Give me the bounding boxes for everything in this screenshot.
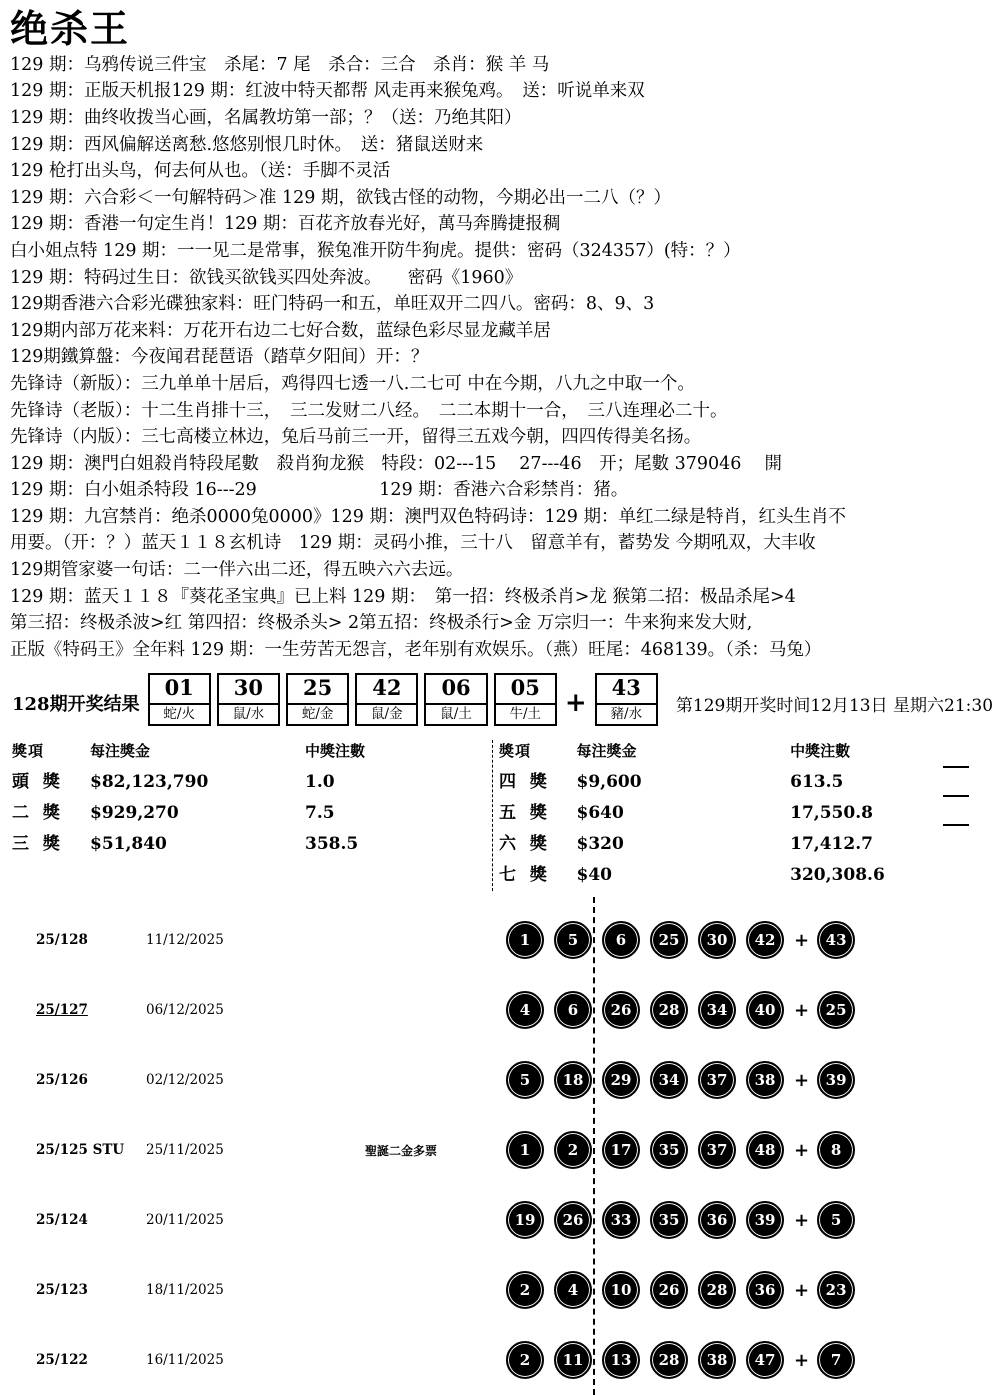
history-row <box>0 1325 993 1395</box>
history-draw-id: 25/124 <box>36 1212 88 1229</box>
prize-amount: $640 <box>576 803 624 824</box>
tip-line: 129 枪打出头鸟，何去何从也。（送：手脚不灵活 <box>10 161 391 182</box>
draw-ball-zodiac: 鼠/金 <box>371 705 403 722</box>
history-ball: 4 <box>506 991 544 1029</box>
prize-header-amount: 每注獎金 <box>90 742 151 761</box>
history-ball: 5 <box>554 921 592 959</box>
history-ball: 1 <box>506 921 544 959</box>
prize-name: 頭 獎 <box>12 772 64 793</box>
history-special-ball: 25 <box>817 991 855 1029</box>
history-ball: 5 <box>506 1061 544 1099</box>
draw-ball-number: 06 <box>426 675 485 704</box>
tip-line: 先锋诗（新版）：三九单单十居后，鸡得四七透一八.二七可 中在今期，八九之中取一个。 <box>10 373 695 394</box>
tip-line: 129 期：白小姐杀特段 16---29 129 期：香港六合彩禁肖：猪。 <box>10 480 629 501</box>
prize-row <box>499 767 969 798</box>
prize-row <box>499 829 969 860</box>
history-date: 06/12/2025 <box>146 1002 224 1019</box>
prize-count: 613.5 <box>790 772 844 793</box>
history-row <box>0 1185 993 1255</box>
history-ball: 36 <box>746 1271 784 1309</box>
history-balls <box>496 1341 865 1379</box>
history-ball: 28 <box>698 1271 736 1309</box>
history-special-ball: 5 <box>817 1201 855 1239</box>
draw-ball-number: 05 <box>496 675 555 704</box>
draw-ball-number: 42 <box>357 675 416 704</box>
draw-ball <box>355 673 418 726</box>
history-ball: 17 <box>602 1131 640 1169</box>
prize-amount: $929,270 <box>90 803 179 824</box>
tip-line: 129 期：蓝天１１８『葵花圣宝典』已上料 129 期： 第一招：终极杀肖>龙 猴第二招：极品杀尾>4 <box>10 586 796 607</box>
history-draw-id: 25/123 <box>36 1282 88 1299</box>
tip-line: 第三招：终极杀波>红 第四招：终极杀头> 2第五招：终极杀行>金 万宗归一：牛来狗来发大财, <box>10 613 753 634</box>
prize-header-amount: 每注獎金 <box>576 742 637 761</box>
prize-divider <box>492 740 493 891</box>
draw-ball <box>424 673 487 726</box>
prize-amount: $51,840 <box>90 834 167 855</box>
history-ball: 26 <box>602 991 640 1029</box>
prize-row <box>499 798 969 829</box>
tip-line: 129期内部万花来料：万花开右边二七好合数，蓝绿色彩尽显龙藏羊居 <box>10 320 551 341</box>
history-plus-sign: + <box>794 929 810 951</box>
prize-name: 六 獎 <box>499 834 551 855</box>
draw-special-number: 43 <box>597 675 656 704</box>
prize-count: 320,308.6 <box>790 865 885 886</box>
history-ball: 38 <box>698 1341 736 1379</box>
tip-line: 129 期：曲终收拨当心画，名属教坊第一部；？（送：乃绝其阳） <box>10 107 522 128</box>
tip-line: 129 期：乌鸦传说三件宝 杀尾：7 尾 杀合：三合 杀肖：猴 羊 马 <box>10 54 550 75</box>
prize-header-name: 獎項 <box>499 742 532 761</box>
draw-ball-zodiac: 鼠/水 <box>232 705 265 722</box>
history-ball: 2 <box>506 1271 544 1309</box>
history-plus-sign: + <box>794 1069 810 1091</box>
prize-header-row <box>12 740 492 767</box>
prize-count: 1.0 <box>305 772 335 793</box>
tip-line: 129 期：九宫禁肖：绝杀0000兔0000》129 期：澳門双色特码诗：129 期：单红二绿是特肖，红头生肖不 <box>10 506 846 527</box>
draw-result <box>0 667 993 726</box>
history-ball: 30 <box>698 921 736 959</box>
prize-dash-marks <box>943 766 969 853</box>
history-ball: 29 <box>602 1061 640 1099</box>
history-list <box>0 891 993 1395</box>
history-ball: 11 <box>554 1341 592 1379</box>
prize-name: 二 獎 <box>12 803 64 824</box>
tip-line: 129 期：特码过生日：欲钱买欲钱买四处奔波。 密码《1960》 <box>10 267 523 288</box>
prize-row <box>12 767 492 798</box>
history-date: 16/11/2025 <box>146 1352 224 1369</box>
history-ball: 37 <box>698 1131 736 1169</box>
tip-line: 129期管家婆一句话：二一伴六出二还，得五映六六去远。 <box>10 560 464 581</box>
history-draw-id: 25/125 STU <box>36 1142 125 1159</box>
history-ball: 34 <box>650 1061 688 1099</box>
draw-ball-zodiac: 蛇/金 <box>301 705 334 722</box>
history-plus-sign: + <box>794 1349 810 1371</box>
prize-count: 7.5 <box>305 803 335 824</box>
prize-amount: $40 <box>576 865 612 886</box>
history-ball: 26 <box>554 1201 592 1239</box>
history-date: 20/11/2025 <box>146 1212 224 1229</box>
draw-special-zodiac: 豬/水 <box>610 705 643 722</box>
history-plus-sign: + <box>794 999 810 1021</box>
history-row <box>0 1255 993 1325</box>
prize-count: 17,550.8 <box>790 803 873 824</box>
prize-amount: $320 <box>576 834 624 855</box>
prize-col-right <box>499 740 969 891</box>
history-plus-sign: + <box>794 1279 810 1301</box>
prize-row <box>12 829 492 860</box>
tip-line: 先锋诗（内版）：三七高楼立林边，兔后马前三一开，留得三五戏今朝，四四传得美名扬。 <box>10 427 702 448</box>
history-ball: 42 <box>746 921 784 959</box>
prize-row <box>12 798 492 829</box>
history-draw-id: 25/127 <box>36 1002 88 1019</box>
history-balls <box>496 1271 865 1309</box>
history-ball: 4 <box>554 1271 592 1309</box>
history-plus-sign: + <box>794 1209 810 1231</box>
history-divider <box>593 897 595 1395</box>
history-row <box>0 905 993 975</box>
draw-ball-zodiac: 鼠/土 <box>440 705 472 722</box>
prize-count: 358.5 <box>305 834 359 855</box>
history-ball: 48 <box>746 1131 784 1169</box>
history-special-ball: 39 <box>817 1061 855 1099</box>
prize-header-name: 獎項 <box>12 742 45 761</box>
history-balls <box>496 991 865 1029</box>
history-ball: 35 <box>650 1131 688 1169</box>
prize-count: 17,412.7 <box>790 834 873 855</box>
draw-ball <box>217 673 280 726</box>
history-ball: 10 <box>602 1271 640 1309</box>
history-ball: 35 <box>650 1201 688 1239</box>
tips-list <box>0 52 993 664</box>
draw-ball <box>286 673 349 726</box>
draw-ball-number: 25 <box>288 675 347 704</box>
history-balls <box>496 1201 865 1239</box>
history-date: 11/12/2025 <box>146 932 224 949</box>
prize-amount: $9,600 <box>576 772 642 793</box>
history-ball: 47 <box>746 1341 784 1379</box>
history-ball: 18 <box>554 1061 592 1099</box>
history-ball: 25 <box>650 921 688 959</box>
draw-ball <box>148 673 211 726</box>
history-ball: 2 <box>506 1341 544 1379</box>
tip-line: 129期香港六合彩光碟独家料：旺门特码一和五，单旺双开二四八。密码：8、9、3 <box>10 294 655 315</box>
history-balls <box>496 921 865 959</box>
history-ball: 28 <box>650 991 688 1029</box>
prize-name: 四 獎 <box>499 772 551 793</box>
history-ball: 40 <box>746 991 784 1029</box>
history-ball: 19 <box>506 1201 544 1239</box>
history-ball: 13 <box>602 1341 640 1379</box>
tip-line: 129 期：正版天机报129 期：红波中特天都帮 风走再来猴兔鸡。 送：听说单来双 <box>10 81 645 102</box>
history-ball: 2 <box>554 1131 592 1169</box>
prize-amount: $82,123,790 <box>90 772 209 793</box>
history-note: 聖誕二金多票 <box>364 1143 437 1158</box>
history-ball: 6 <box>602 921 640 959</box>
history-special-ball: 23 <box>817 1271 855 1309</box>
history-ball: 28 <box>650 1341 688 1379</box>
prize-header-count: 中獎注數 <box>790 742 851 761</box>
history-date: 25/11/2025 <box>146 1142 224 1159</box>
tip-line: 129 期：香港一句定生肖！129 期：百花齐放春光好，萬马奔腾捷报稠 <box>10 214 561 235</box>
history-date: 18/11/2025 <box>146 1282 224 1299</box>
history-balls <box>496 1131 865 1169</box>
plus-sign: + <box>564 688 587 719</box>
history-row <box>0 1115 993 1185</box>
draw-ball-number: 30 <box>219 675 278 704</box>
history-draw-id: 25/128 <box>36 932 88 949</box>
prize-name: 五 獎 <box>499 803 551 824</box>
tip-line: 129 期：六合彩＜一句解特码＞准 129 期，欲钱古怪的动物，今期必出一二八（？） <box>10 187 671 208</box>
prize-col-left <box>12 740 492 891</box>
prize-header-count: 中獎注數 <box>305 742 366 761</box>
prize-row <box>499 860 969 891</box>
prize-header-row <box>499 740 969 767</box>
prize-table <box>0 726 993 891</box>
history-row <box>0 975 993 1045</box>
history-plus-sign: + <box>794 1139 810 1161</box>
history-ball: 33 <box>602 1201 640 1239</box>
history-balls <box>496 1061 865 1099</box>
history-ball: 37 <box>698 1061 736 1099</box>
history-ball: 26 <box>650 1271 688 1309</box>
history-draw-id: 25/126 <box>36 1072 88 1089</box>
draw-ball <box>494 673 557 726</box>
prize-name: 七 獎 <box>499 865 551 886</box>
history-special-ball: 8 <box>817 1131 855 1169</box>
history-row <box>0 1045 993 1115</box>
draw-ball-zodiac: 牛/土 <box>509 705 542 722</box>
history-special-ball: 7 <box>817 1341 855 1379</box>
next-draw-time: 第129期开奖时间12月13日 星期六21:30 <box>675 696 993 717</box>
site-logo: 绝杀王 <box>10 6 131 51</box>
history-ball: 36 <box>698 1201 736 1239</box>
history-ball: 1 <box>506 1131 544 1169</box>
draw-ball-number: 01 <box>150 675 209 704</box>
tip-line: 129 期：西风偏解送离愁.悠悠别恨几时休。 送：猪鼠送财来 <box>10 134 484 155</box>
history-special-ball: 43 <box>817 921 855 959</box>
history-draw-id: 25/122 <box>36 1352 88 1369</box>
tip-line: 先锋诗（老版）：十二生肖排十三， 三二发财二八经。 二二本期十一合， 三八连理必二十。 <box>10 400 728 421</box>
tip-line: 129 期：澳門白姐殺肖特段尾數 殺肖狗龙猴 特段：02---15 27---46 开；尾數 379046 開 <box>10 453 783 474</box>
history-date: 02/12/2025 <box>146 1072 224 1089</box>
draw-ball-zodiac: 蛇/火 <box>163 705 195 722</box>
tip-line: 用要。（开：？）蓝天１１８玄机诗 129 期：灵码小推，三十八 留意羊有，蓄势发 今期吼双，大丰收 <box>10 533 816 554</box>
prize-name: 三 獎 <box>12 834 64 855</box>
history-ball: 6 <box>554 991 592 1029</box>
draw-label: 128期开奖结果 <box>12 694 140 716</box>
tip-line: 正版《特码王》全年料 129 期：一生劳苦无怨言，老年别有欢娱乐。（燕）旺尾：468139。（杀：马兔） <box>10 639 822 660</box>
tip-line: 白小姐点特 129 期：一一见二是常事，猴兔准开防牛狗虎。提供：密码（324357）(特：？） <box>10 240 741 261</box>
draw-special-ball <box>595 673 658 726</box>
history-ball: 34 <box>698 991 736 1029</box>
tip-line: 129期鐵算盤：今夜闻君琵琶语（踏草夕阳间）开：？ <box>10 347 429 368</box>
history-ball: 38 <box>746 1061 784 1099</box>
history-ball: 39 <box>746 1201 784 1239</box>
